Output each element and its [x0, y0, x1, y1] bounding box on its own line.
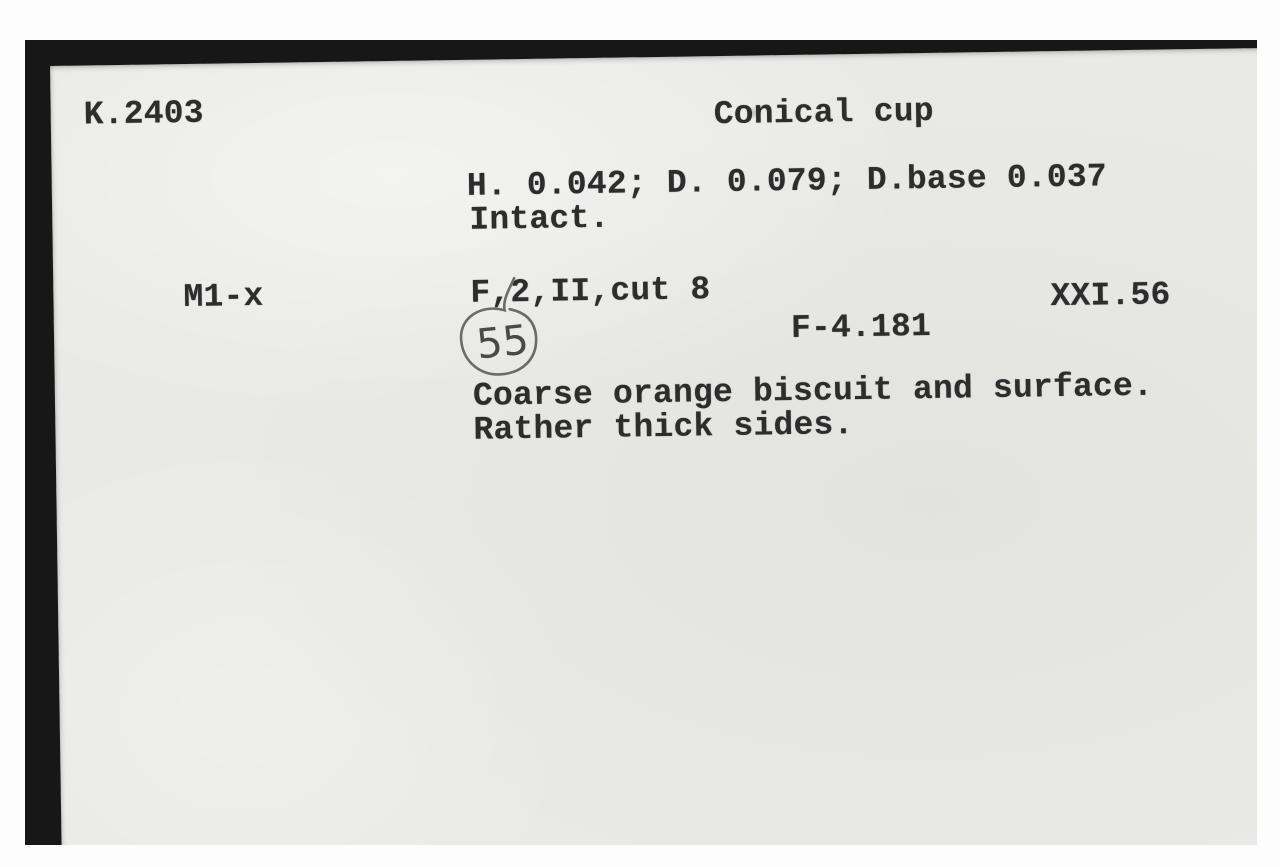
circled-55-annotation: [451, 271, 553, 387]
plate-reference: XXI.56: [1050, 276, 1171, 316]
secondary-reference: F-4.181: [790, 307, 932, 348]
index-card: [50, 48, 1257, 845]
condition-note: Intact.: [469, 199, 610, 239]
context-reference: F,2,II,cut 8: [470, 271, 711, 312]
provenance-code: M1-x: [183, 277, 264, 317]
description-line: Coarse orange biscuit and surface.: [472, 367, 1154, 415]
description-line: Rather thick sides.: [473, 406, 854, 449]
black-backdrop: [25, 40, 1257, 845]
catalog-number: K.2403: [83, 94, 205, 134]
measurements: H. 0.042; D. 0.079; D.base 0.037: [466, 158, 1108, 205]
circled-annotation-value: 55: [474, 315, 531, 369]
object-name: Conical cup: [713, 92, 935, 134]
